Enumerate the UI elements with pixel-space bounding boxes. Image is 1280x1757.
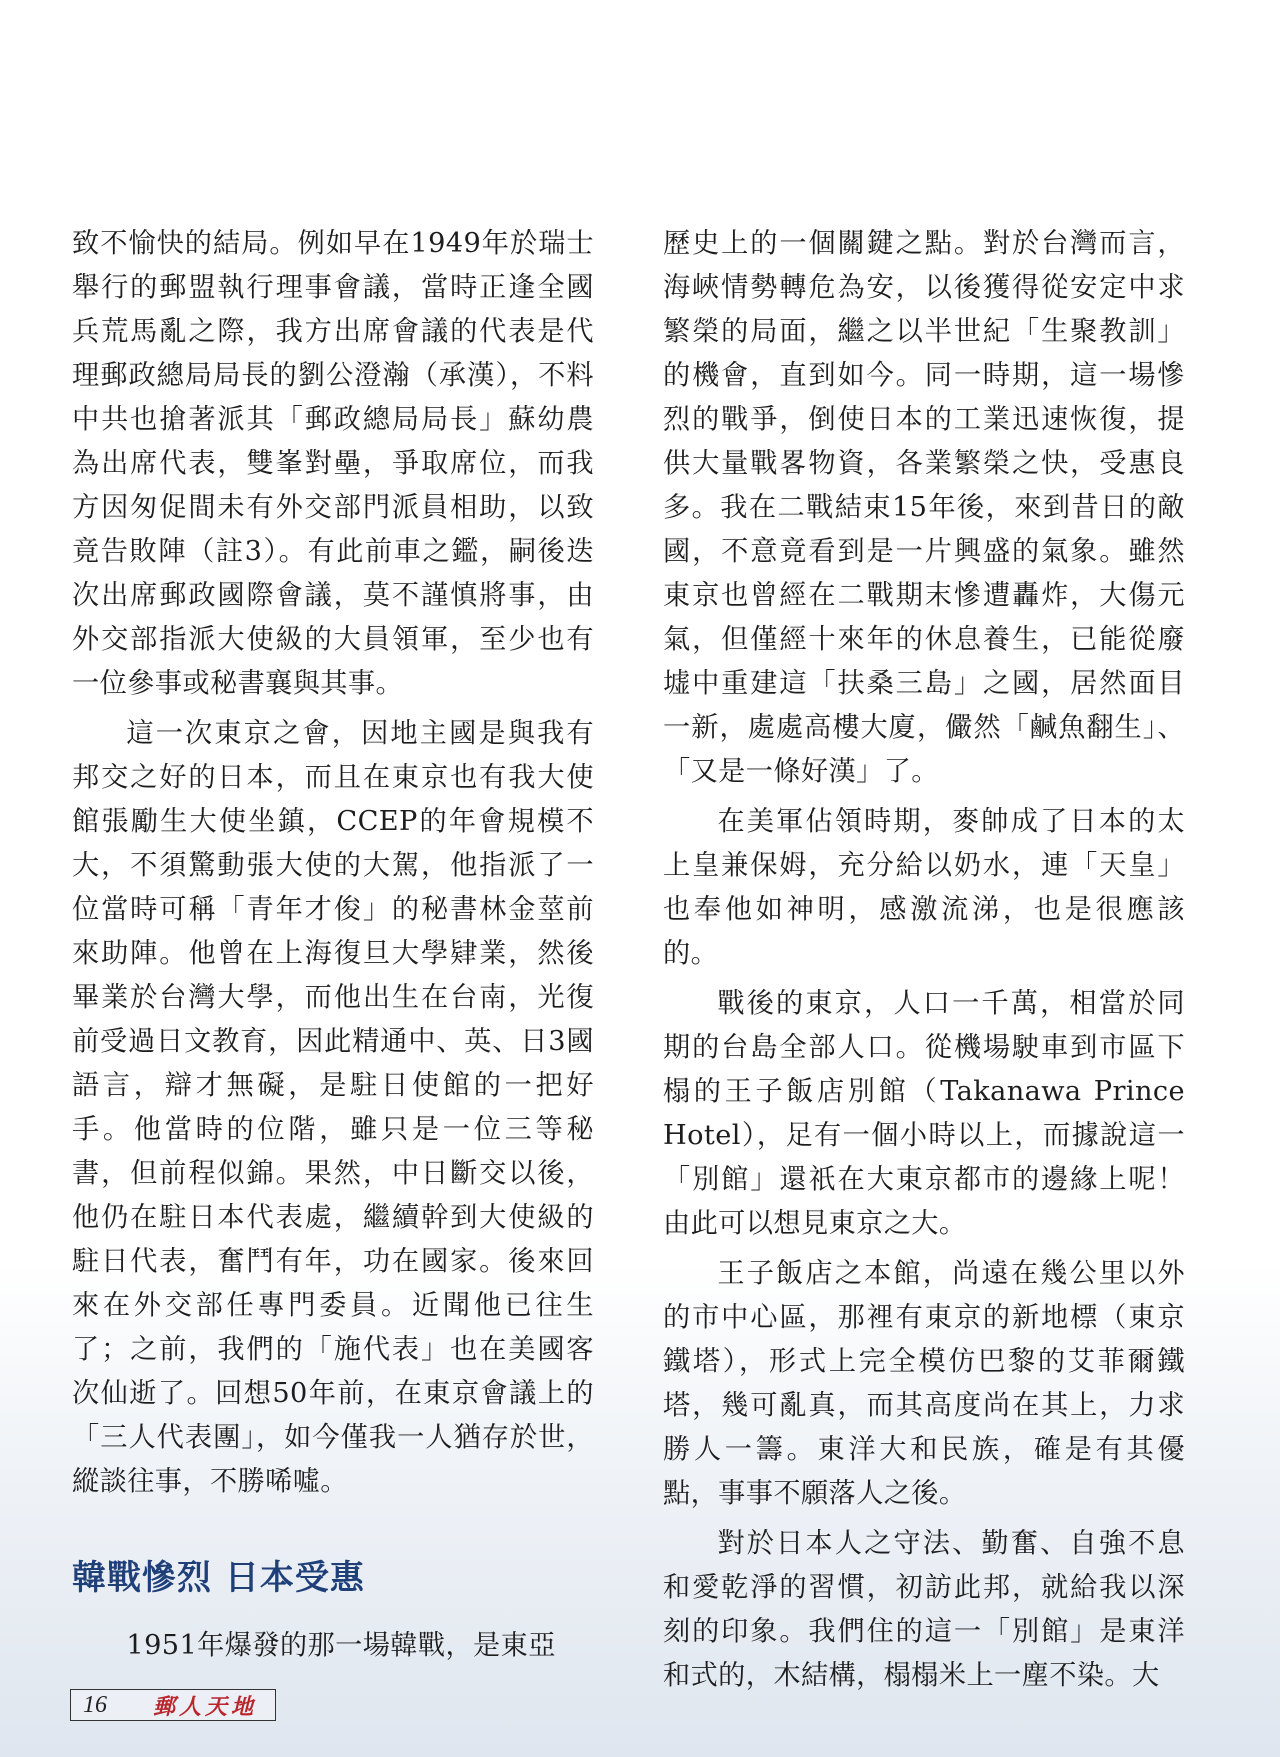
left-paragraph-3: 1951年爆發的那一場韓戰，是東亞: [126, 1630, 556, 1661]
right-paragraph-3: 戰後的東京，人口一千萬，相當於同期的台島全部人口。從機場駛車到市區下榻的王子飯店別館（Takanawa Prince Hotel），足有一個小時以上，而據說這一「別館」還祇在大東京都市的邊緣上呢！由此可以想見東京之大。: [663, 988, 1185, 1239]
right-paragraph-4: 王子飯店之本館，尚遠在幾公里以外的市中心區，那裡有東京的新地標（東京鐵塔），形式上完全模仿巴黎的艾菲爾鐵塔，幾可亂真，而其高度尚在其上，力求勝人一籌。東洋大和民族，確是有其優點，事事不願落人之後。: [663, 1258, 1185, 1509]
page-footer: [70, 1689, 276, 1721]
left-column: [72, 222, 594, 1674]
right-paragraph-2: 在美軍佔領時期，麥帥成了日本的太上皇兼保姆，充分給以奶水，連「天皇」也奉他如神明，感激流涕，也是很應該的。: [663, 806, 1185, 969]
right-paragraph-1: 歷史上的一個關鍵之點。對於台灣而言，海峽情勢轉危為安，以後獲得從安定中求繁榮的局面，繼之以半世紀「生聚教訓」的機會，直到如今。同一時期，這一場慘烈的戰爭，倒使日本的工業迅速恢復，提供大量戰畧物資，各業繁榮之快，受惠良多。我在二戰結束15年後，來到昔日的敵國，不意竟看到是一片興盛的氣象。雖然東京也曾經在二戰期末慘遭轟炸，大傷元氣，但僅經十來年的休息養生，已能從廢墟中重建這「扶桑三島」之國，居然面目一新，處處高樓大廈，儼然「鹹魚翻生」、「又是一條好漢」了。: [663, 228, 1185, 787]
right-paragraph-5: 對於日本人之守法、勤奮、自強不息和愛乾淨的習慣，初訪此邦，就給我以深刻的印象。我們住的這一「別館」是東洋和式的，木結構，榻榻米上一塵不染。大: [663, 1528, 1185, 1691]
section-heading: 韓戰慘烈 日本受惠: [72, 1558, 365, 1598]
left-paragraph-2: 這一次東京之會，因地主國是與我有邦交之好的日本，而且在東京也有我大使館張勵生大使坐鎮，CCEP的年會規模不大，不須驚動張大使的大駕，他指派了一位當時可稱「青年才俊」的秘書林金莖前來助陣。他曾在上海復旦大學肄業，然後畢業於台灣大學，而他出生在台南，光復前受過日文教育，因此精通中、英、日3國語言，辯才無礙，是駐日使館的一把好手。他當時的位階，雖只是一位三等秘書，但前程似錦。果然，中日斷交以後，他仍在駐日本代表處，繼續幹到大使級的駐日代表，奮鬥有年，功在國家。後來回來在外交部任專門委員。近聞他已往生了；之前，我們的「施代表」也在美國客次仙逝了。回想50年前，在東京會議上的「三人代表團」，如今僅我一人猶存於世，縱談往事，不勝唏噓。: [72, 718, 594, 1497]
magazine-name: 郵人天地: [153, 1693, 258, 1720]
right-column: [663, 222, 1185, 1704]
page-number: 16: [83, 1691, 107, 1718]
left-paragraph-1: 致不愉快的結局。例如早在1949年於瑞士舉行的郵盟執行理事會議，當時正逢全國兵荒馬亂之際，我方出席會議的代表是代理郵政總局局長的劉公澄瀚（承漢），不料中共也搶著派其「郵政總局局長」蘇幼農為出席代表，雙峯對壘，爭取席位，而我方因匆促間未有外交部門派員相助，以致竟告敗陣（註3）。有此前車之鑑，嗣後迭次出席郵政國際會議，莫不謹慎將事，由外交部指派大使級的大員領軍，至少也有一位參事或秘書襄與其事。: [72, 228, 594, 699]
